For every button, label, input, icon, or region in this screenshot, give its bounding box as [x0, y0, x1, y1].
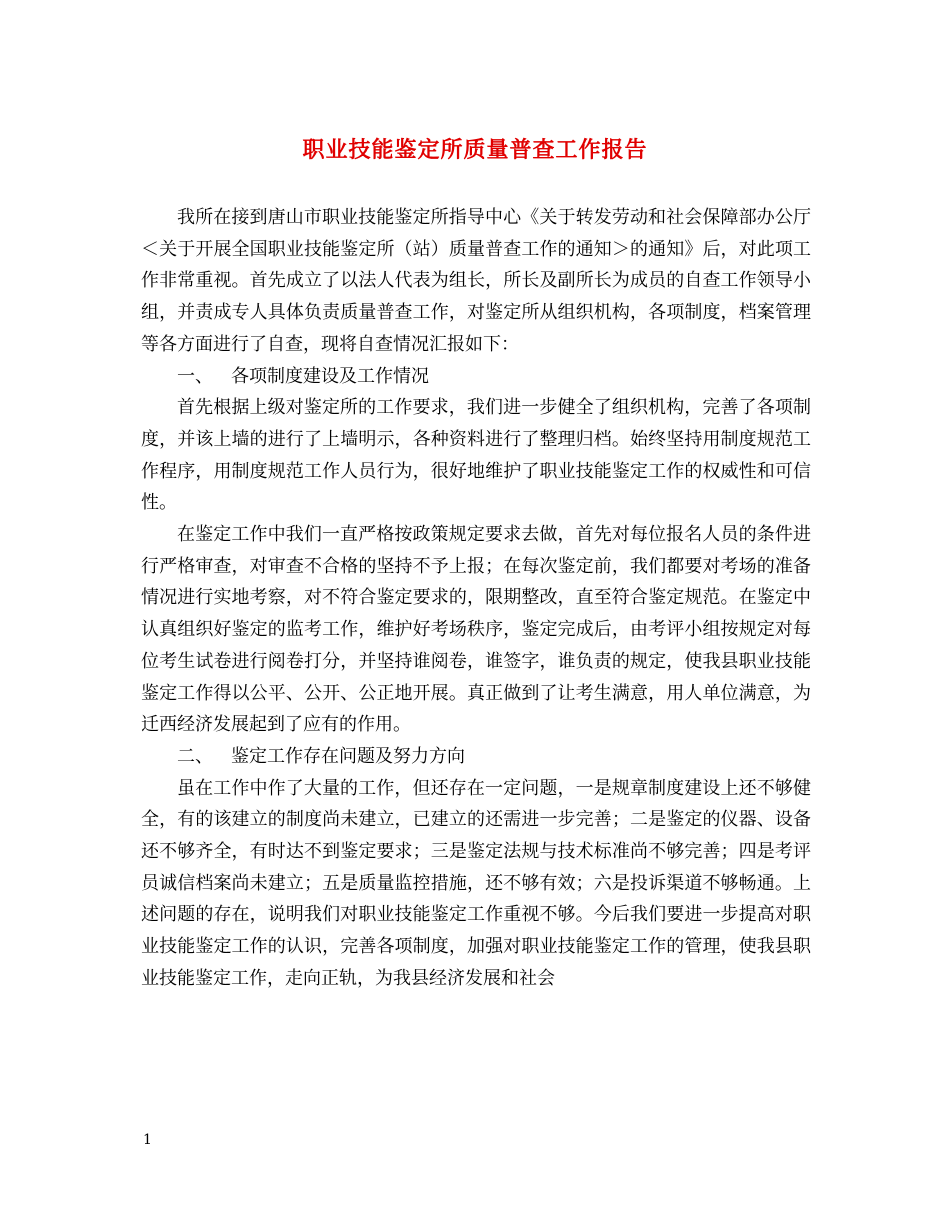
- page-number: 1: [143, 1132, 152, 1148]
- section-heading-text-2: 鉴定工作存在问题及努力方向: [231, 745, 465, 767]
- section-heading-2: [141, 741, 811, 773]
- paragraph-problems: 虽在工作中作了大量的工作，但还存在一定问题，一是规章制度建设上还不够健全，有的该建立的制度尚未建立，已建立的还需进一步完善；二是鉴定的仪器、设备还不够齐全，有时达不到鉴定要求；三是鉴定法规与技术标准尚不够完善；四是考评员诚信档案尚未建立；五是质量监控措施，还不够有效；六是投诉渠道不够畅通。上述问题的存在，说明我们对职业技能鉴定工作重视不够。今后我们要进一步提高对职业技能鉴定工作的认识，完善各项制度，加强对职业技能鉴定工作的管理，使我县职业技能鉴定工作，走向正轨，为我县经济发展和社会: [141, 777, 811, 989]
- section-number-1: 一、: [177, 365, 213, 387]
- section-heading-1: [141, 361, 811, 393]
- paragraph-appraisal-work: 在鉴定工作中我们一直严格按政策规定要求去做，首先对每位报名人员的条件进行严格审查，对审查不合格的坚持不予上报；在每次鉴定前，我们都要对考场的准备情况进行实地考察，对不符合鉴定要求的，限期整改，直至符合鉴定规范。在鉴定中认真组织好鉴定的监考工作，维护好考场秩序，鉴定完成后，由考评小组按规定对每位考生试卷进行阅卷打分，并坚持谁阅卷，谁签字，谁负责的规定，使我县职业技能鉴定工作得以公平、公开、公正地开展。真正做到了让考生满意，用人单位满意，为迁西经济发展起到了应有的作用。: [141, 524, 811, 736]
- section-heading-text-1: 各项制度建设及工作情况: [231, 365, 429, 387]
- document-title: 职业技能鉴定所质量普查工作报告: [302, 137, 648, 163]
- document-body: [141, 202, 811, 995]
- section-number-2: 二、: [177, 745, 213, 767]
- paragraph-system-building: 首先根据上级对鉴定所的工作要求，我们进一步健全了组织机构，完善了各项制度，并该上墙的进行了上墙明示，各种资料进行了整理归档。始终坚持用制度规范工作程序，用制度规范工作人员行为，很好地维护了职业技能鉴定工作的权威性和可信性。: [141, 397, 811, 514]
- paragraph-intro: 我所在接到唐山市职业技能鉴定所指导中心《关于转发劳动和社会保障部办公厅＜关于开展全国职业技能鉴定所（站）质量普查工作的通知＞的通知》后，对此项工作非常重视。首先成立了以法人代表为组长，所长及副所长为成员的自查工作领导小组，并责成专人具体负责质量普查工作，对鉴定所从组织机构，各项制度，档案管理等各方面进行了自查，现将自查情况汇报如下：: [141, 207, 811, 355]
